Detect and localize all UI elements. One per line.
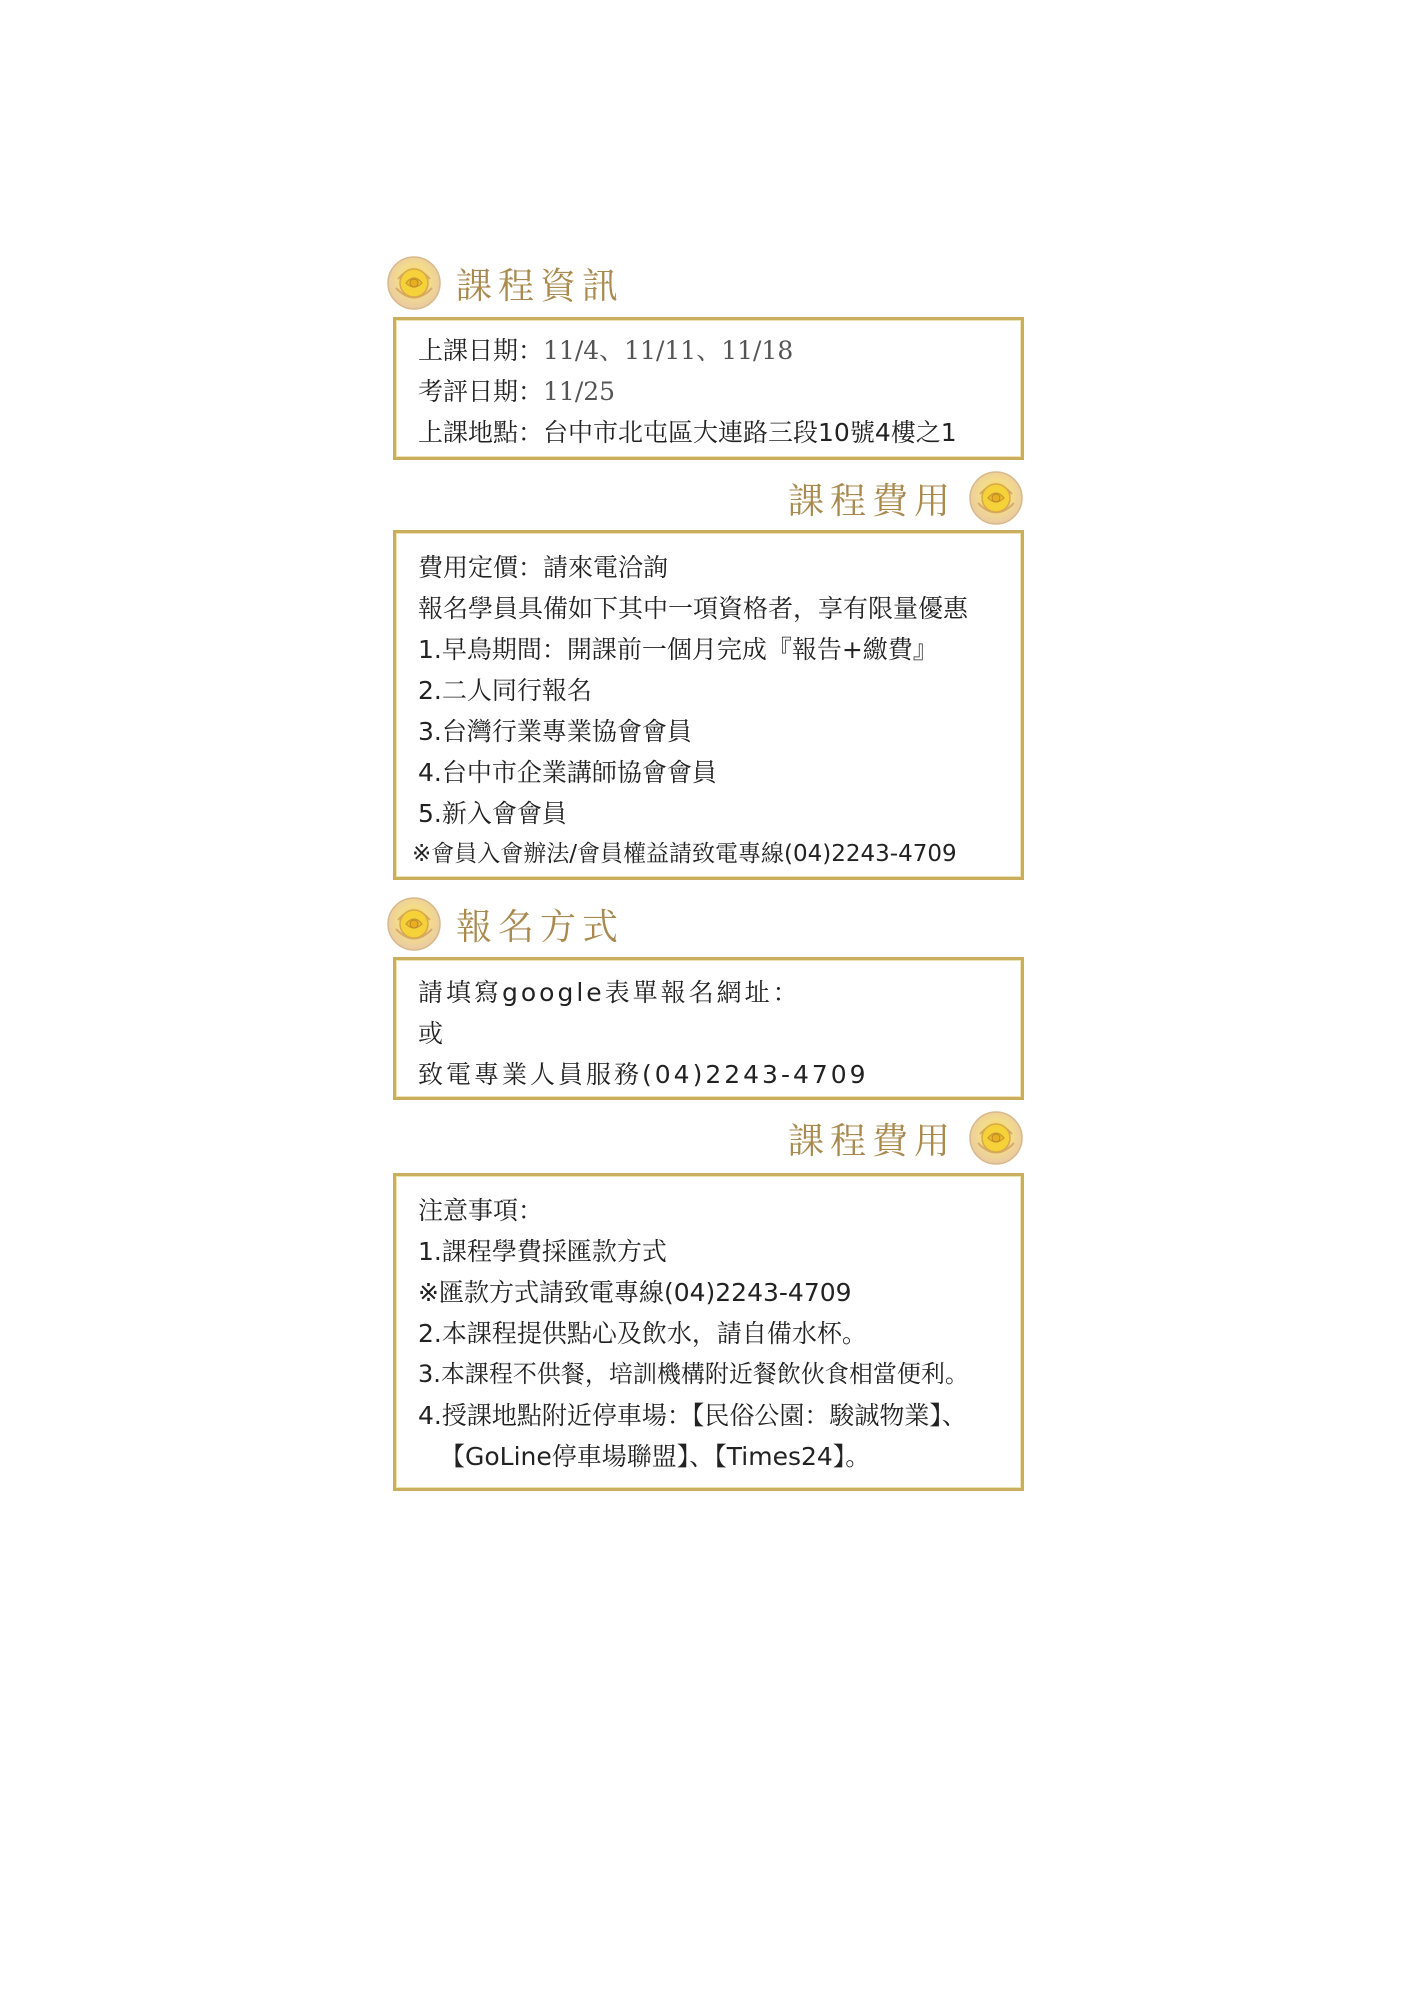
notice-line-6: 4.授課地點附近停車場：【民俗公園：駿誠物業】、 [418, 1401, 967, 1430]
fee-line-4: 2.二人同行報名 [418, 676, 592, 705]
rose-icon [968, 470, 1024, 526]
fee-line-2: 報名學員具備如下其中一項資格者，享有限量優惠 [418, 594, 969, 623]
notice-line-4: 2.本課程提供點心及飲水，請自備水杯。 [418, 1319, 867, 1348]
section4-title: 課程費用 [787, 1120, 956, 1162]
class-date-label: 上課日期： [418, 336, 544, 365]
notice-line-7: 【GoLine停車場聯盟】、【Times24】。 [440, 1442, 871, 1471]
section3-title: 報名方式 [456, 906, 625, 948]
class-location: 上課地點：台中市北屯區大連路三段10號4樓之1 [418, 418, 957, 447]
notice-line-3: ※匯款方式請致電專線(04)2243-4709 [418, 1278, 852, 1307]
registration-line-2: 或 [418, 1019, 447, 1048]
section1-title: 課程資訊 [456, 265, 625, 307]
fee-line-5: 3.台灣行業專業協會會員 [418, 717, 692, 746]
class-date-row [418, 330, 999, 371]
fee-line-1: 費用定價：請來電洽詢 [418, 553, 669, 582]
rose-icon [386, 896, 442, 952]
exam-date-label: 考評日期： [418, 377, 544, 406]
section2-heading [787, 467, 1024, 529]
registration-box [393, 957, 1024, 1100]
section3-heading [386, 893, 624, 955]
fee-note: ※會員入會辦法/會員權益請致電專線(04)2243-4709 [412, 841, 957, 867]
section2-title: 課程費用 [787, 480, 956, 522]
course-info-box [393, 317, 1024, 460]
registration-line-3: 致電專業人員服務(04)2243-4709 [418, 1060, 869, 1089]
notice-line-5: 3.本課程不供餐，培訓機構附近餐飲伙食相當便利。 [418, 1360, 969, 1388]
notice-box [393, 1173, 1024, 1491]
section1-heading [386, 252, 624, 314]
class-date-value: 11/4、11/11、11/18 [543, 336, 794, 365]
fee-line-3: 1.早鳥期間：開課前一個月完成『報告+繳費』 [418, 635, 938, 664]
fee-line-7: 5.新入會會員 [418, 799, 567, 828]
rose-icon [386, 255, 442, 311]
section4-heading [787, 1107, 1024, 1169]
notice-line-1: 注意事項： [418, 1196, 544, 1225]
registration-line-1: 請填寫google表單報名網址： [418, 978, 801, 1007]
exam-date-value: 11/25 [543, 377, 616, 406]
notice-line-2: 1.課程學費採匯款方式 [418, 1237, 667, 1266]
fee-line-6: 4.台中市企業講師協會會員 [418, 758, 717, 787]
course-fee-box [393, 530, 1024, 880]
exam-date-row [418, 371, 999, 412]
rose-icon [968, 1110, 1024, 1166]
